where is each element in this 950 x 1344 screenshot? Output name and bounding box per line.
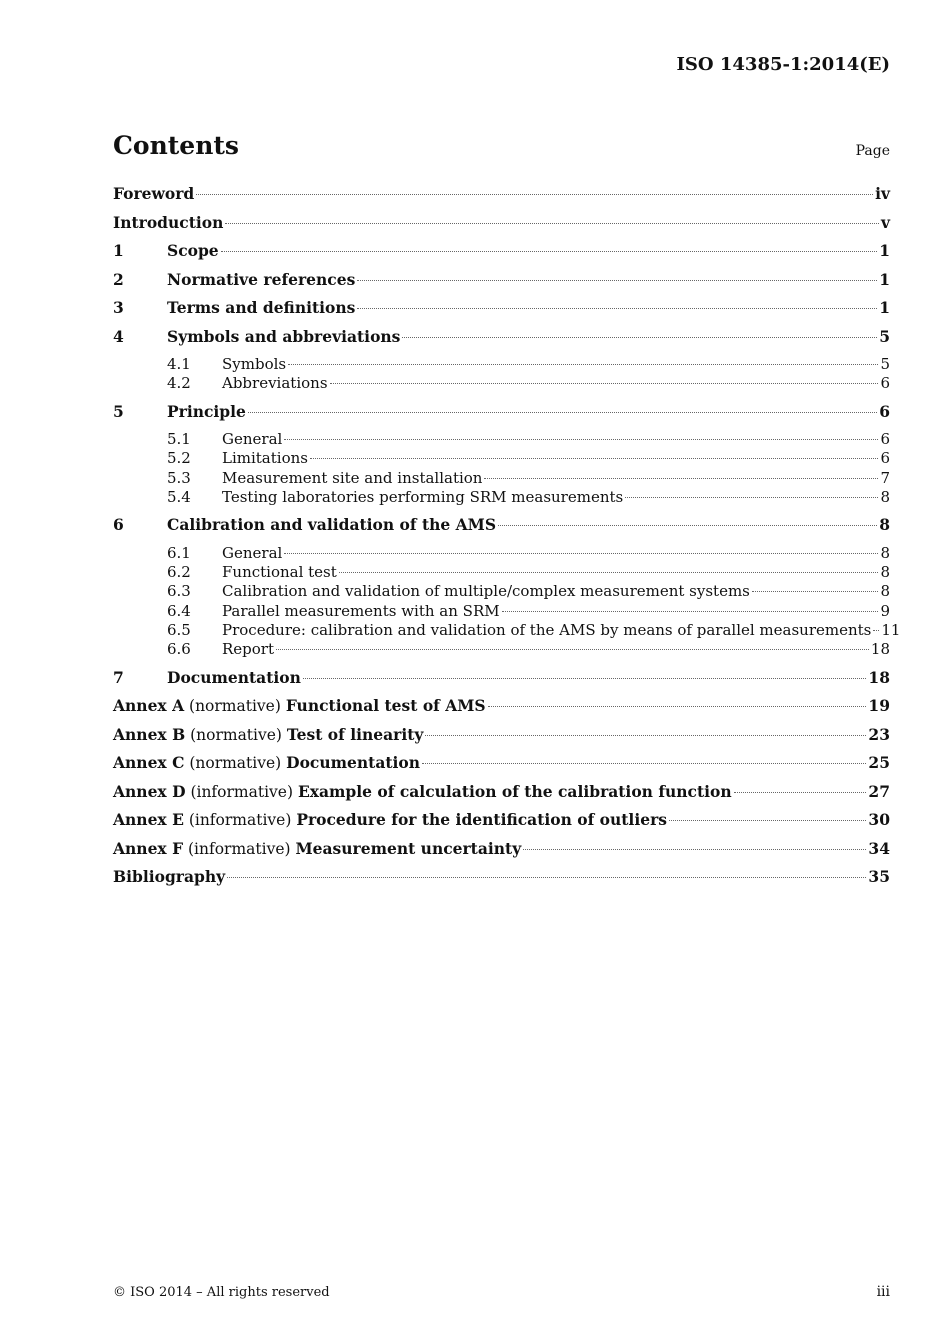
- annex-label: Annex D: [113, 781, 186, 801]
- toc-entry-number: 6.5: [167, 620, 191, 639]
- toc-entry-title: Calibration and validation of the AMS: [167, 515, 497, 535]
- toc-entry[interactable]: [113, 270, 890, 299]
- toc-entry-title: Testing laboratories performing SRM measurements: [222, 487, 624, 506]
- dot-leader: [734, 792, 867, 793]
- toc-entry-page: 1: [879, 269, 890, 289]
- toc-entry-title: Documentation: [167, 667, 301, 687]
- toc-entry-page: 9: [880, 601, 890, 620]
- annex-title: Example of calculation of the calibration function: [297, 781, 732, 801]
- toc-entry[interactable]: [113, 449, 890, 468]
- annex-label: Annex C: [113, 753, 185, 773]
- toc-entry-number: 6.2: [167, 563, 191, 582]
- toc-entry[interactable]: [113, 620, 901, 640]
- dot-leader: [303, 678, 867, 679]
- toc-entry-page: 18: [868, 667, 890, 687]
- toc-entry-page: 5: [880, 355, 890, 373]
- dot-leader: [873, 630, 879, 631]
- toc-entry-title: Scope: [167, 241, 219, 260]
- page-column-label: Page: [855, 143, 890, 159]
- toc-entry-title: Normative references: [167, 269, 356, 289]
- dot-leader: [310, 458, 878, 459]
- dot-leader: [339, 572, 879, 573]
- annex-label: Annex F: [113, 838, 184, 858]
- toc-entry[interactable]: [113, 563, 890, 582]
- footer-copyright: © ISO 2014 – All rights reserved: [113, 1285, 330, 1300]
- dot-leader: [669, 820, 866, 821]
- dot-leader: [288, 364, 878, 365]
- toc-entry-title: Symbols and abbreviations: [167, 326, 401, 346]
- toc-entry-title: [113, 753, 420, 772]
- dot-leader: [488, 706, 867, 707]
- toc-entry[interactable]: [113, 602, 890, 621]
- dot-leader: [357, 280, 877, 281]
- toc-entry-title: [113, 782, 732, 801]
- toc-entry[interactable]: [113, 668, 890, 697]
- annex-title: Documentation: [286, 753, 421, 773]
- toc-entry-page: 8: [880, 487, 890, 506]
- toc-entry-page: 1: [879, 241, 890, 260]
- toc-entry[interactable]: [113, 867, 890, 896]
- toc-entry-page: 6: [880, 374, 890, 393]
- toc-entry-number: 1: [113, 241, 124, 260]
- toc-entry-title: Principle: [167, 401, 246, 421]
- toc-entry-page: 19: [868, 696, 890, 716]
- toc-entry[interactable]: [113, 488, 890, 507]
- annex-type: (normative): [184, 754, 287, 773]
- dot-leader: [196, 194, 873, 195]
- annex-label: Annex E: [113, 810, 184, 830]
- dot-leader: [625, 497, 878, 498]
- document-id: ISO 14385-1:2014(E): [676, 54, 890, 75]
- toc-entry[interactable]: [113, 402, 890, 431]
- toc-entry-number: 6.3: [167, 582, 191, 601]
- annex-label: Annex A: [113, 696, 185, 716]
- toc-entry[interactable]: [113, 515, 890, 544]
- toc-entry-title: Report: [222, 640, 275, 659]
- toc-entry-page: 35: [868, 867, 890, 887]
- toc-entry-title: [113, 810, 667, 829]
- footer-page-number: iii: [876, 1284, 890, 1300]
- toc-entry-number: 6: [113, 515, 124, 535]
- dot-leader: [422, 763, 866, 764]
- toc-entry-page: 6: [880, 430, 890, 449]
- dot-leader: [402, 337, 877, 338]
- toc-entry[interactable]: [113, 430, 890, 449]
- toc-entry-page: 34: [868, 838, 890, 858]
- toc-entry[interactable]: [113, 355, 890, 374]
- toc-entry-title: General: [222, 430, 283, 449]
- annex-title: Test of linearity: [286, 724, 424, 744]
- toc-entry-page: v: [880, 212, 890, 232]
- dot-leader: [284, 439, 878, 440]
- toc-entry-page: iv: [875, 184, 890, 203]
- toc-entry-number: 6.6: [167, 640, 191, 659]
- toc-entry-title: Symbols: [222, 355, 287, 373]
- dot-leader: [221, 251, 878, 252]
- dot-leader: [425, 735, 866, 736]
- annex-type: (informative): [185, 782, 298, 801]
- toc-entry[interactable]: [113, 725, 890, 754]
- toc-entry-title: Foreword: [113, 184, 195, 203]
- dot-leader: [276, 649, 869, 650]
- toc-entry-title: Measurement site and installation: [222, 468, 483, 487]
- toc-entry-number: 5.4: [167, 487, 191, 506]
- toc-entry[interactable]: [113, 544, 890, 563]
- toc-entry[interactable]: [113, 782, 890, 811]
- toc-entry-page: 27: [868, 781, 890, 801]
- toc-entry-page: 18: [870, 640, 890, 659]
- dot-leader: [523, 849, 866, 850]
- toc-entry[interactable]: [113, 839, 890, 868]
- toc-entry-page: 1: [879, 298, 890, 317]
- toc-entry-page: 11: [881, 620, 901, 639]
- toc-entry-title: Limitations: [222, 449, 308, 468]
- toc-entry-title: Bibliography: [113, 867, 226, 887]
- dot-leader: [498, 525, 877, 526]
- annex-label: Annex B: [113, 724, 186, 744]
- toc-entry-number: 7: [113, 667, 124, 687]
- toc-entry-page: 8: [879, 515, 890, 535]
- toc-entry-title: General: [222, 543, 283, 562]
- annex-type: (normative): [184, 697, 286, 716]
- dot-leader: [502, 611, 879, 612]
- toc-entry-page: 7: [880, 468, 890, 487]
- toc-entry-title: [113, 696, 486, 715]
- dot-leader: [752, 591, 879, 592]
- toc-entry-number: 5: [113, 401, 124, 421]
- toc-entry-number: 5.1: [167, 430, 191, 449]
- toc-entry-title: [113, 725, 423, 744]
- toc-entry-number: 5.2: [167, 449, 191, 468]
- annex-title: Procedure for the identification of outliers: [296, 810, 667, 830]
- toc-entry[interactable]: [113, 696, 890, 725]
- toc-entry-page: 8: [880, 543, 890, 562]
- toc-entry[interactable]: [113, 374, 890, 393]
- toc-entry-number: 4.2: [167, 374, 191, 393]
- toc-entry-page: 8: [880, 582, 890, 601]
- toc-entry[interactable]: [113, 640, 890, 659]
- annex-title: Functional test of AMS: [285, 696, 486, 716]
- dot-leader: [227, 877, 866, 878]
- toc-entry-number: 4: [113, 326, 124, 346]
- dot-leader: [357, 308, 877, 309]
- toc-entry[interactable]: [113, 184, 890, 213]
- toc-entry-page: 25: [868, 753, 890, 773]
- toc-entry[interactable]: [113, 582, 890, 601]
- toc-entry-title: Introduction: [113, 212, 224, 232]
- toc-entry[interactable]: [113, 810, 890, 839]
- toc-entry-number: 6.1: [167, 543, 191, 562]
- dot-leader: [248, 412, 877, 413]
- contents-title: Contents: [113, 131, 240, 160]
- toc-entry-number: 4.1: [167, 355, 191, 373]
- dot-leader: [225, 223, 879, 224]
- toc-entry-number: 5.3: [167, 468, 191, 487]
- annex-title: Measurement uncertainty: [295, 838, 522, 858]
- toc-entry-title: [113, 839, 521, 858]
- annex-type: (normative): [185, 725, 287, 744]
- toc-entry-title: Abbreviations: [222, 374, 328, 393]
- toc-entry-title: Calibration and validation of multiple/complex measurement systems: [222, 582, 750, 601]
- toc-entry-page: 6: [879, 401, 890, 421]
- toc-entry-title: Parallel measurements with an SRM: [222, 601, 500, 620]
- dot-leader: [284, 553, 878, 554]
- toc-entry-number: 3: [113, 298, 124, 317]
- toc-entry[interactable]: [113, 298, 890, 327]
- toc-entry-page: 8: [880, 563, 890, 582]
- toc-entry[interactable]: [113, 753, 890, 782]
- toc-entry-title: Functional test: [222, 563, 337, 582]
- toc-entry[interactable]: [113, 213, 890, 242]
- toc-entry[interactable]: [113, 469, 890, 488]
- dot-leader: [330, 383, 879, 384]
- toc-entry-page: 5: [879, 326, 890, 346]
- toc-entry-number: 2: [113, 269, 124, 289]
- toc-entry-title: Terms and definitions: [167, 298, 356, 317]
- toc-entry[interactable]: [113, 241, 890, 270]
- dot-leader: [484, 478, 878, 479]
- toc-entry-page: 30: [868, 810, 890, 830]
- table-of-contents: [113, 184, 901, 896]
- annex-type: (informative): [183, 839, 296, 858]
- annex-type: (informative): [183, 811, 297, 830]
- toc-entry-page: 23: [868, 724, 890, 744]
- toc-entry-page: 6: [880, 449, 890, 468]
- toc-entry-title: Procedure: calibration and validation of the AMS by means of parallel measurements: [222, 620, 872, 639]
- toc-entry[interactable]: [113, 327, 890, 356]
- toc-entry-number: 6.4: [167, 601, 191, 620]
